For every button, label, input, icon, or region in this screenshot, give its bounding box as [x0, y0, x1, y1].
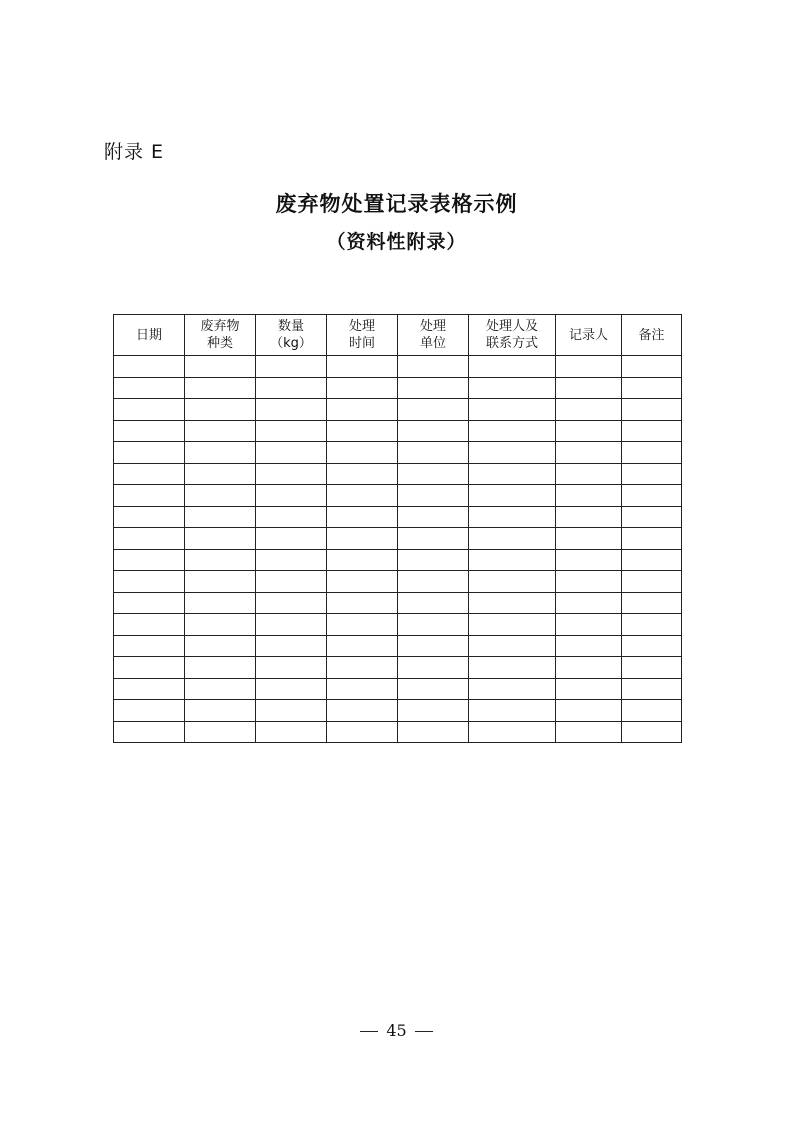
table-row [114, 377, 682, 399]
appendix-label: 附录 E [104, 141, 165, 163]
table-cell [398, 528, 469, 550]
table-row [114, 399, 682, 421]
table-cell [556, 377, 622, 399]
table-cell [327, 399, 398, 421]
table-cell [556, 571, 622, 593]
table-cell [114, 678, 185, 700]
table-cell [469, 678, 556, 700]
table-cell [622, 506, 682, 528]
table-row [114, 657, 682, 679]
table-row [114, 549, 682, 571]
table-cell [256, 463, 327, 485]
header-recorder: 记录人 [556, 315, 622, 356]
header-waste-type: 废弃物 种类 [185, 315, 256, 356]
table-cell [185, 506, 256, 528]
table-row [114, 700, 682, 722]
table-cell [622, 571, 682, 593]
table-row [114, 463, 682, 485]
table-cell [398, 549, 469, 571]
table-cell [114, 463, 185, 485]
table-cell [185, 571, 256, 593]
table-cell [185, 700, 256, 722]
table-cell [556, 420, 622, 442]
table-cell [114, 377, 185, 399]
table-cell [622, 485, 682, 507]
table-cell [469, 549, 556, 571]
table-cell [622, 657, 682, 679]
table-cell [469, 635, 556, 657]
table-cell [114, 571, 185, 593]
header-handler-contact: 处理人及 联系方式 [469, 315, 556, 356]
table-cell [469, 399, 556, 421]
table-row [114, 614, 682, 636]
table-cell [185, 399, 256, 421]
table-cell [622, 678, 682, 700]
table-cell [398, 571, 469, 593]
table-cell [469, 420, 556, 442]
table-cell [327, 506, 398, 528]
table-row [114, 592, 682, 614]
table-cell [327, 678, 398, 700]
table-cell [469, 485, 556, 507]
table-cell [556, 463, 622, 485]
table-cell [185, 549, 256, 571]
table-cell [114, 485, 185, 507]
table-cell [114, 506, 185, 528]
table-cell [256, 721, 327, 743]
table-cell [185, 721, 256, 743]
header-remarks: 备注 [622, 315, 682, 356]
table-row [114, 420, 682, 442]
table-cell [556, 678, 622, 700]
table-cell [622, 442, 682, 464]
table-row [114, 678, 682, 700]
table-cell [185, 678, 256, 700]
table-cell [256, 356, 327, 378]
page-number-dash-left [360, 1031, 378, 1032]
table-cell [114, 442, 185, 464]
table-cell [469, 571, 556, 593]
table-cell [469, 614, 556, 636]
table-cell [256, 592, 327, 614]
table-cell [556, 721, 622, 743]
table-cell [556, 356, 622, 378]
table-cell [327, 614, 398, 636]
table-row [114, 506, 682, 528]
page-number-dash-right [415, 1031, 433, 1032]
table-cell [556, 700, 622, 722]
table-cell [398, 657, 469, 679]
header-disposal-time: 处理 时间 [327, 315, 398, 356]
table-cell [469, 700, 556, 722]
table-cell [398, 678, 469, 700]
table-cell [398, 399, 469, 421]
table-cell [185, 485, 256, 507]
table-cell [185, 442, 256, 464]
table-cell [256, 549, 327, 571]
table-cell [398, 592, 469, 614]
table-cell [114, 399, 185, 421]
table-cell [327, 549, 398, 571]
table-cell [469, 528, 556, 550]
table-cell [398, 635, 469, 657]
table-header-row [114, 315, 682, 356]
table-cell [469, 463, 556, 485]
table-cell [398, 356, 469, 378]
table-cell [469, 356, 556, 378]
table-row [114, 721, 682, 743]
table-cell [398, 700, 469, 722]
table-cell [327, 420, 398, 442]
table-cell [622, 635, 682, 657]
table-cell [398, 463, 469, 485]
table-cell [556, 399, 622, 421]
table-cell [556, 506, 622, 528]
table-cell [327, 377, 398, 399]
document-subtitle: （资料性附录） [326, 231, 467, 253]
table-cell [256, 442, 327, 464]
table-cell [185, 463, 256, 485]
table-cell [469, 592, 556, 614]
table-cell [185, 528, 256, 550]
table-cell [256, 614, 327, 636]
table-cell [256, 399, 327, 421]
table-body [114, 356, 682, 743]
table-cell [114, 721, 185, 743]
table-row [114, 571, 682, 593]
table-cell [398, 614, 469, 636]
table-cell [398, 442, 469, 464]
table-cell [622, 420, 682, 442]
document-title: 废弃物处置记录表格示例 [275, 191, 518, 216]
table-cell [185, 356, 256, 378]
table-cell [556, 549, 622, 571]
table-cell [114, 528, 185, 550]
header-date: 日期 [114, 315, 185, 356]
table-cell [327, 721, 398, 743]
table-row [114, 442, 682, 464]
table-cell [556, 657, 622, 679]
table-row [114, 635, 682, 657]
table-cell [469, 442, 556, 464]
table-row [114, 356, 682, 378]
table-cell [556, 635, 622, 657]
table-cell [398, 420, 469, 442]
table-cell [114, 549, 185, 571]
table-row [114, 528, 682, 550]
table-cell [556, 592, 622, 614]
table-cell [114, 420, 185, 442]
table-cell [398, 721, 469, 743]
table-cell [622, 721, 682, 743]
page-number-footer [0, 1021, 793, 1041]
table-cell [469, 657, 556, 679]
table-cell [398, 485, 469, 507]
table-cell [114, 657, 185, 679]
table-cell [256, 657, 327, 679]
table-cell [256, 700, 327, 722]
table-cell [114, 614, 185, 636]
table-cell [622, 528, 682, 550]
table-cell [114, 592, 185, 614]
table-cell [622, 614, 682, 636]
table-cell [469, 721, 556, 743]
table-cell [185, 657, 256, 679]
table-cell [622, 399, 682, 421]
table-cell [469, 377, 556, 399]
table-cell [256, 635, 327, 657]
table-cell [256, 377, 327, 399]
table-cell [327, 657, 398, 679]
table-cell [114, 356, 185, 378]
table-cell [256, 678, 327, 700]
table-cell [114, 700, 185, 722]
table-cell [185, 614, 256, 636]
table-cell [327, 700, 398, 722]
page-number: 45 [386, 1021, 407, 1040]
table-cell [256, 506, 327, 528]
table-cell [398, 506, 469, 528]
table-cell [327, 571, 398, 593]
table-cell [185, 377, 256, 399]
table-cell [256, 571, 327, 593]
table-cell [556, 442, 622, 464]
table-cell [622, 549, 682, 571]
table-cell [256, 528, 327, 550]
table-cell [556, 485, 622, 507]
table-cell [398, 377, 469, 399]
table-cell [327, 635, 398, 657]
table-cell [185, 592, 256, 614]
table-cell [327, 528, 398, 550]
table-cell [469, 506, 556, 528]
header-disposal-unit: 处理 单位 [398, 315, 469, 356]
table-cell [327, 442, 398, 464]
header-quantity: 数量 （kg） [256, 315, 327, 356]
table-cell [622, 377, 682, 399]
table-cell [622, 592, 682, 614]
table-cell [185, 420, 256, 442]
table-cell [622, 356, 682, 378]
table-cell [327, 356, 398, 378]
table-cell [256, 420, 327, 442]
table-cell [622, 463, 682, 485]
table-cell [327, 485, 398, 507]
table-cell [622, 700, 682, 722]
table-cell [327, 592, 398, 614]
table-cell [327, 463, 398, 485]
table-cell [556, 614, 622, 636]
table-cell [114, 635, 185, 657]
table-cell [185, 635, 256, 657]
table-cell [256, 485, 327, 507]
table-row [114, 485, 682, 507]
table-cell [556, 528, 622, 550]
waste-disposal-record-table [113, 314, 682, 743]
